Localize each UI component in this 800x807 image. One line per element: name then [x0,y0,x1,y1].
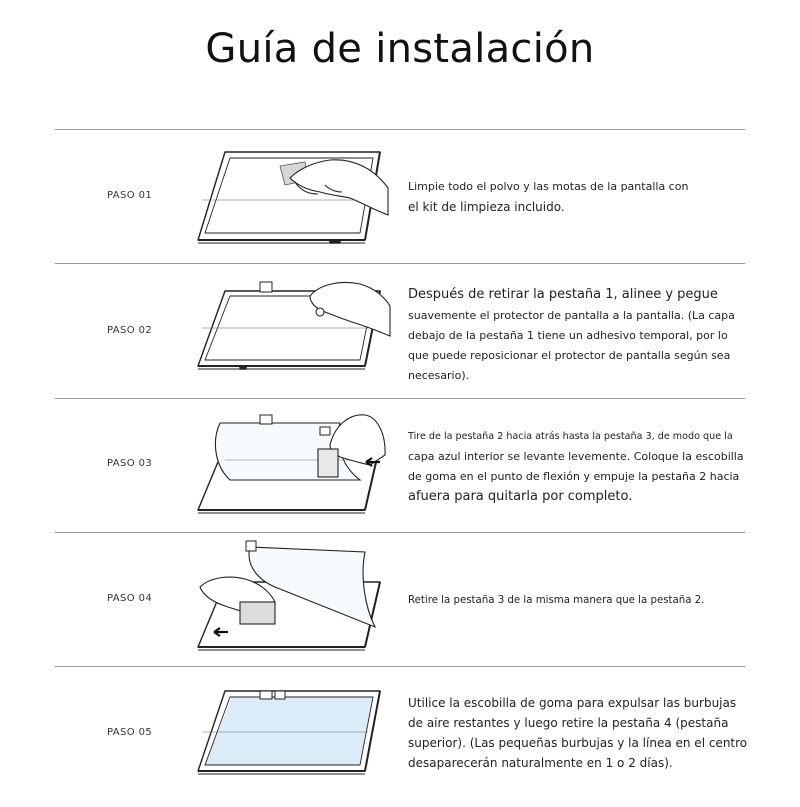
step-text-line: Utilice la escobilla de goma para expulsar las burbujas [408,696,737,710]
step-text-line: Después de retirar la pestaña 1, alinee y pegue [408,287,718,302]
step-label: PASO 04 [107,593,153,604]
step-3 [0,399,800,533]
step-1-illustration [190,140,400,270]
push-arrow-icon [214,628,228,636]
squeegee-illustration [240,602,275,624]
step-description [408,427,744,507]
step-5 [0,667,800,801]
tablet-peel-illustration [190,405,400,525]
step-label: PASO 05 [107,727,153,738]
tablet-cleaning-illustration [190,140,400,260]
step-text-line: afuera para quitarla por completo. [408,489,633,504]
tablet-align-illustration [190,276,400,386]
page-title: Guía de instalación [205,26,595,72]
step-text-line: que puede reposicionar el protector de pantalla según sea [408,349,731,362]
step-label: PASO 02 [107,325,153,336]
tablet-peel-illustration [190,537,400,657]
step-text-line: de aire restantes y luego retire la pestaña 4 (pestaña [408,716,729,730]
step-text-line: el kit de limpieza incluido. [408,200,565,214]
step-text-line: de goma en el punto de flexión y empuje la pestaña 2 hacia [408,470,740,483]
step-2 [0,264,800,398]
step-label: PASO 01 [107,190,153,201]
step-4-illustration [190,537,400,667]
step-3-illustration [190,405,400,535]
step-text-line: capa azul interior se levante levemente. Coloque la escobilla [408,450,744,463]
step-text-line: suavemente el protector de pantalla a la pantalla. (La capa [408,309,735,322]
step-description [408,693,748,773]
step-text-line: Retire la pestaña 3 de la misma manera que la pestaña 2. [408,595,705,606]
step-text-line: desaparecerán naturalmente en 1 o 2 días). [408,756,673,770]
step-1 [0,130,800,264]
step-2-illustration [190,276,400,406]
step-description [408,591,708,611]
step-description [408,177,708,217]
step-text-line: Limpie todo el polvo y las motas de la pantalla con [408,180,689,193]
step-description [408,284,735,386]
hand-illustration [290,160,388,215]
hand-illustration [200,577,275,624]
tablet-finished-illustration [190,677,400,787]
step-text-line: necesario). [408,369,470,382]
step-label: PASO 03 [107,458,153,469]
step-4 [0,533,800,667]
step-text-line: debajo de la pestaña 1 tiene un adhesivo temporal, por lo [408,329,728,342]
step-text-line: superior). (Las pequeñas burbujas y la línea en el centro [408,736,748,750]
step-5-illustration [190,677,400,807]
step-text-line: Tire de la pestaña 2 hacia atrás hasta la pestaña 3, de modo que la [408,431,733,442]
